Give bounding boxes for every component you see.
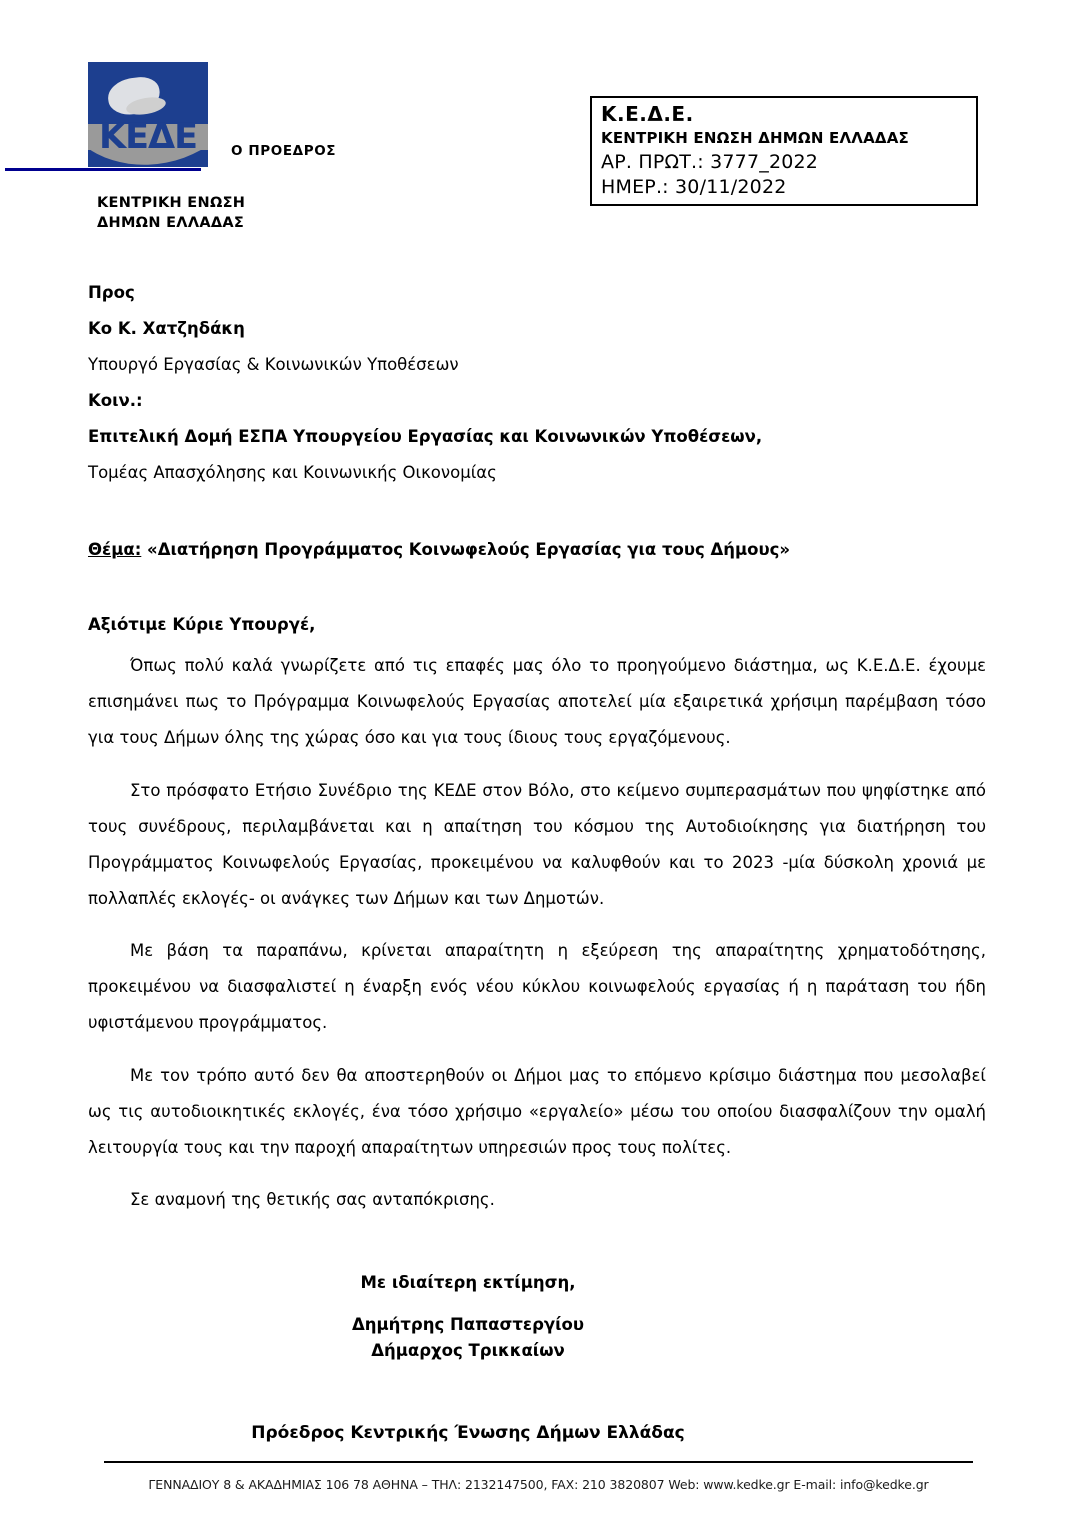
organization-line-1: ΚΕΝΤΡΙΚΗ ΕΝΩΣΗ [97,195,246,211]
header-divider [5,168,201,171]
stamp-date: ΗΜΕΡ.: 30/11/2022 [601,176,787,198]
document-body [88,275,988,1446]
recipient-cc-label: Κοιν.: [88,391,143,410]
body-paragraph: Στο πρόσφατο Ετήσιο Συνέδριο της ΚΕΔΕ στον Βόλο, στο κείμενο συμπερασμάτων που ψηφίστηκε από τους συνέδρους, περιλαμβάνεται και η απαίτηση του κόσμου της Αυτοδιοίκησης για διατήρηση του Προγράμματος Κοινωφελούς Εργασίας, προκειμένου να καλυφθούν και το 2023 -μία δύσκολη χρονιά με πολλαπλές εκλογές- οι ανάγκες των Δήμων και των Δημοτών. [88,780,986,908]
recipient-to-name: Κο Κ. Χατζηδάκη [88,319,245,338]
stamp-acronym: Κ.Ε.Δ.Ε. [601,102,694,126]
subject-line [88,537,988,563]
letterhead-header [0,0,1074,250]
stamp-protocol-number: ΑΡ. ΠΡΩΤ.: 3777_2022 [601,151,819,173]
logo-mark [88,62,208,167]
body-paragraph: Με βάση τα παραπάνω, κρίνεται απαραίτητη η εξεύρεση της απαραίτητης χρηματοδότησης, προκειμένου να διασφαλιστεί η έναρξη ενός νέου κύκλου κοινωφελούς εργασίας ή η παράταση του ήδη υφιστάμενου προγράμματος. [88,941,986,1032]
body-paragraph: Σε αναμονή της θετικής σας ανταπόκρισης. [130,1190,495,1209]
signature-name: Δημήτρης Παπαστεργίου [351,1315,585,1334]
organization-name [97,193,245,233]
recipient-cc-name: Επιτελική Δομή ΕΣΠΑ Υπουργείου Εργασίας και Κοινωνικών Υποθέσεων, [88,427,763,446]
salutation: Αξιότιμε Κύριε Υπουργέ, [88,615,316,634]
recipient-to-label: Προς [88,283,135,302]
recipient-cc-role: Τομέας Απασχόλησης και Κοινωνικής Οικονομίας [88,463,497,482]
recipient-to-role: Υπουργό Εργασίας & Κοινωνικών Υποθέσεων [88,355,459,374]
footer-divider [104,1461,973,1463]
protocol-stamp-box [590,96,978,206]
logo-wordmark: ΚΕΔΕ [98,117,198,157]
signature-title: Πρόεδρος Κεντρικής Ένωσης Δήμων Ελλάδας [251,1423,685,1443]
kede-logo [88,62,208,167]
president-label: Ο ΠΡΟΕΔΡΟΣ [231,143,337,159]
subject-label: Θέμα: [88,540,142,559]
stamp-organization: ΚΕΝΤΡΙΚΗ ΕΝΩΣΗ ΔΗΜΩΝ ΕΛΛΑΔΑΣ [601,129,909,147]
subject-text: «Διατήρηση Προγράμματος Κοινωφελούς Εργασίας για τους Δήμους» [147,540,791,559]
signature-role: Δήμαρχος Τρικκαίων [371,1341,565,1360]
signature-block [88,1266,848,1446]
signature-closing: Με ιδιαίτερη εκτίμηση, [360,1273,576,1292]
body-paragraph: Με τον τρόπο αυτό δεν θα αποστερηθούν οι Δήμοι μας το επόμενο κρίσιμο διάστημα που μεσολαβεί ως τις αυτοδιοικητικές εκλογές, ένα τόσο χρήσιμο «εργαλείο» μέσω του οποίου διασφαλίζουν την ομαλή λειτουργία τους και την παροχή απαραίτητων υπηρεσιών προς τους πολίτες. [88,1065,986,1157]
body-paragraph: Όπως πολύ καλά γνωρίζετε από τις επαφές μας όλο το προηγούμενο διάστημα, ως Κ.Ε.Δ.Ε. έχουμε επισημάνει πως το Πρόγραμμα Κοινωφελούς Εργασίας αποτελεί μία εξαιρετικά χρήσιμη παρέμβαση τόσο για τους Δήμων όλης της χώρας όσο και για τους ίδιους τους εργαζόμενους. [88,656,986,747]
organization-line-2: ΔΗΜΩΝ ΕΛΛΑΔΑΣ [97,215,245,231]
footer-contact: ΓΕΝΝΑΔΙΟΥ 8 & ΑΚΑΔΗΜΙΑΣ 106 78 ΑΘΗΝΑ – ΤΗΛ: 2132147500, FAX: 210 3820807 Web: www.kedke.gr E-mail: info@kedke.gr [148,1477,929,1492]
